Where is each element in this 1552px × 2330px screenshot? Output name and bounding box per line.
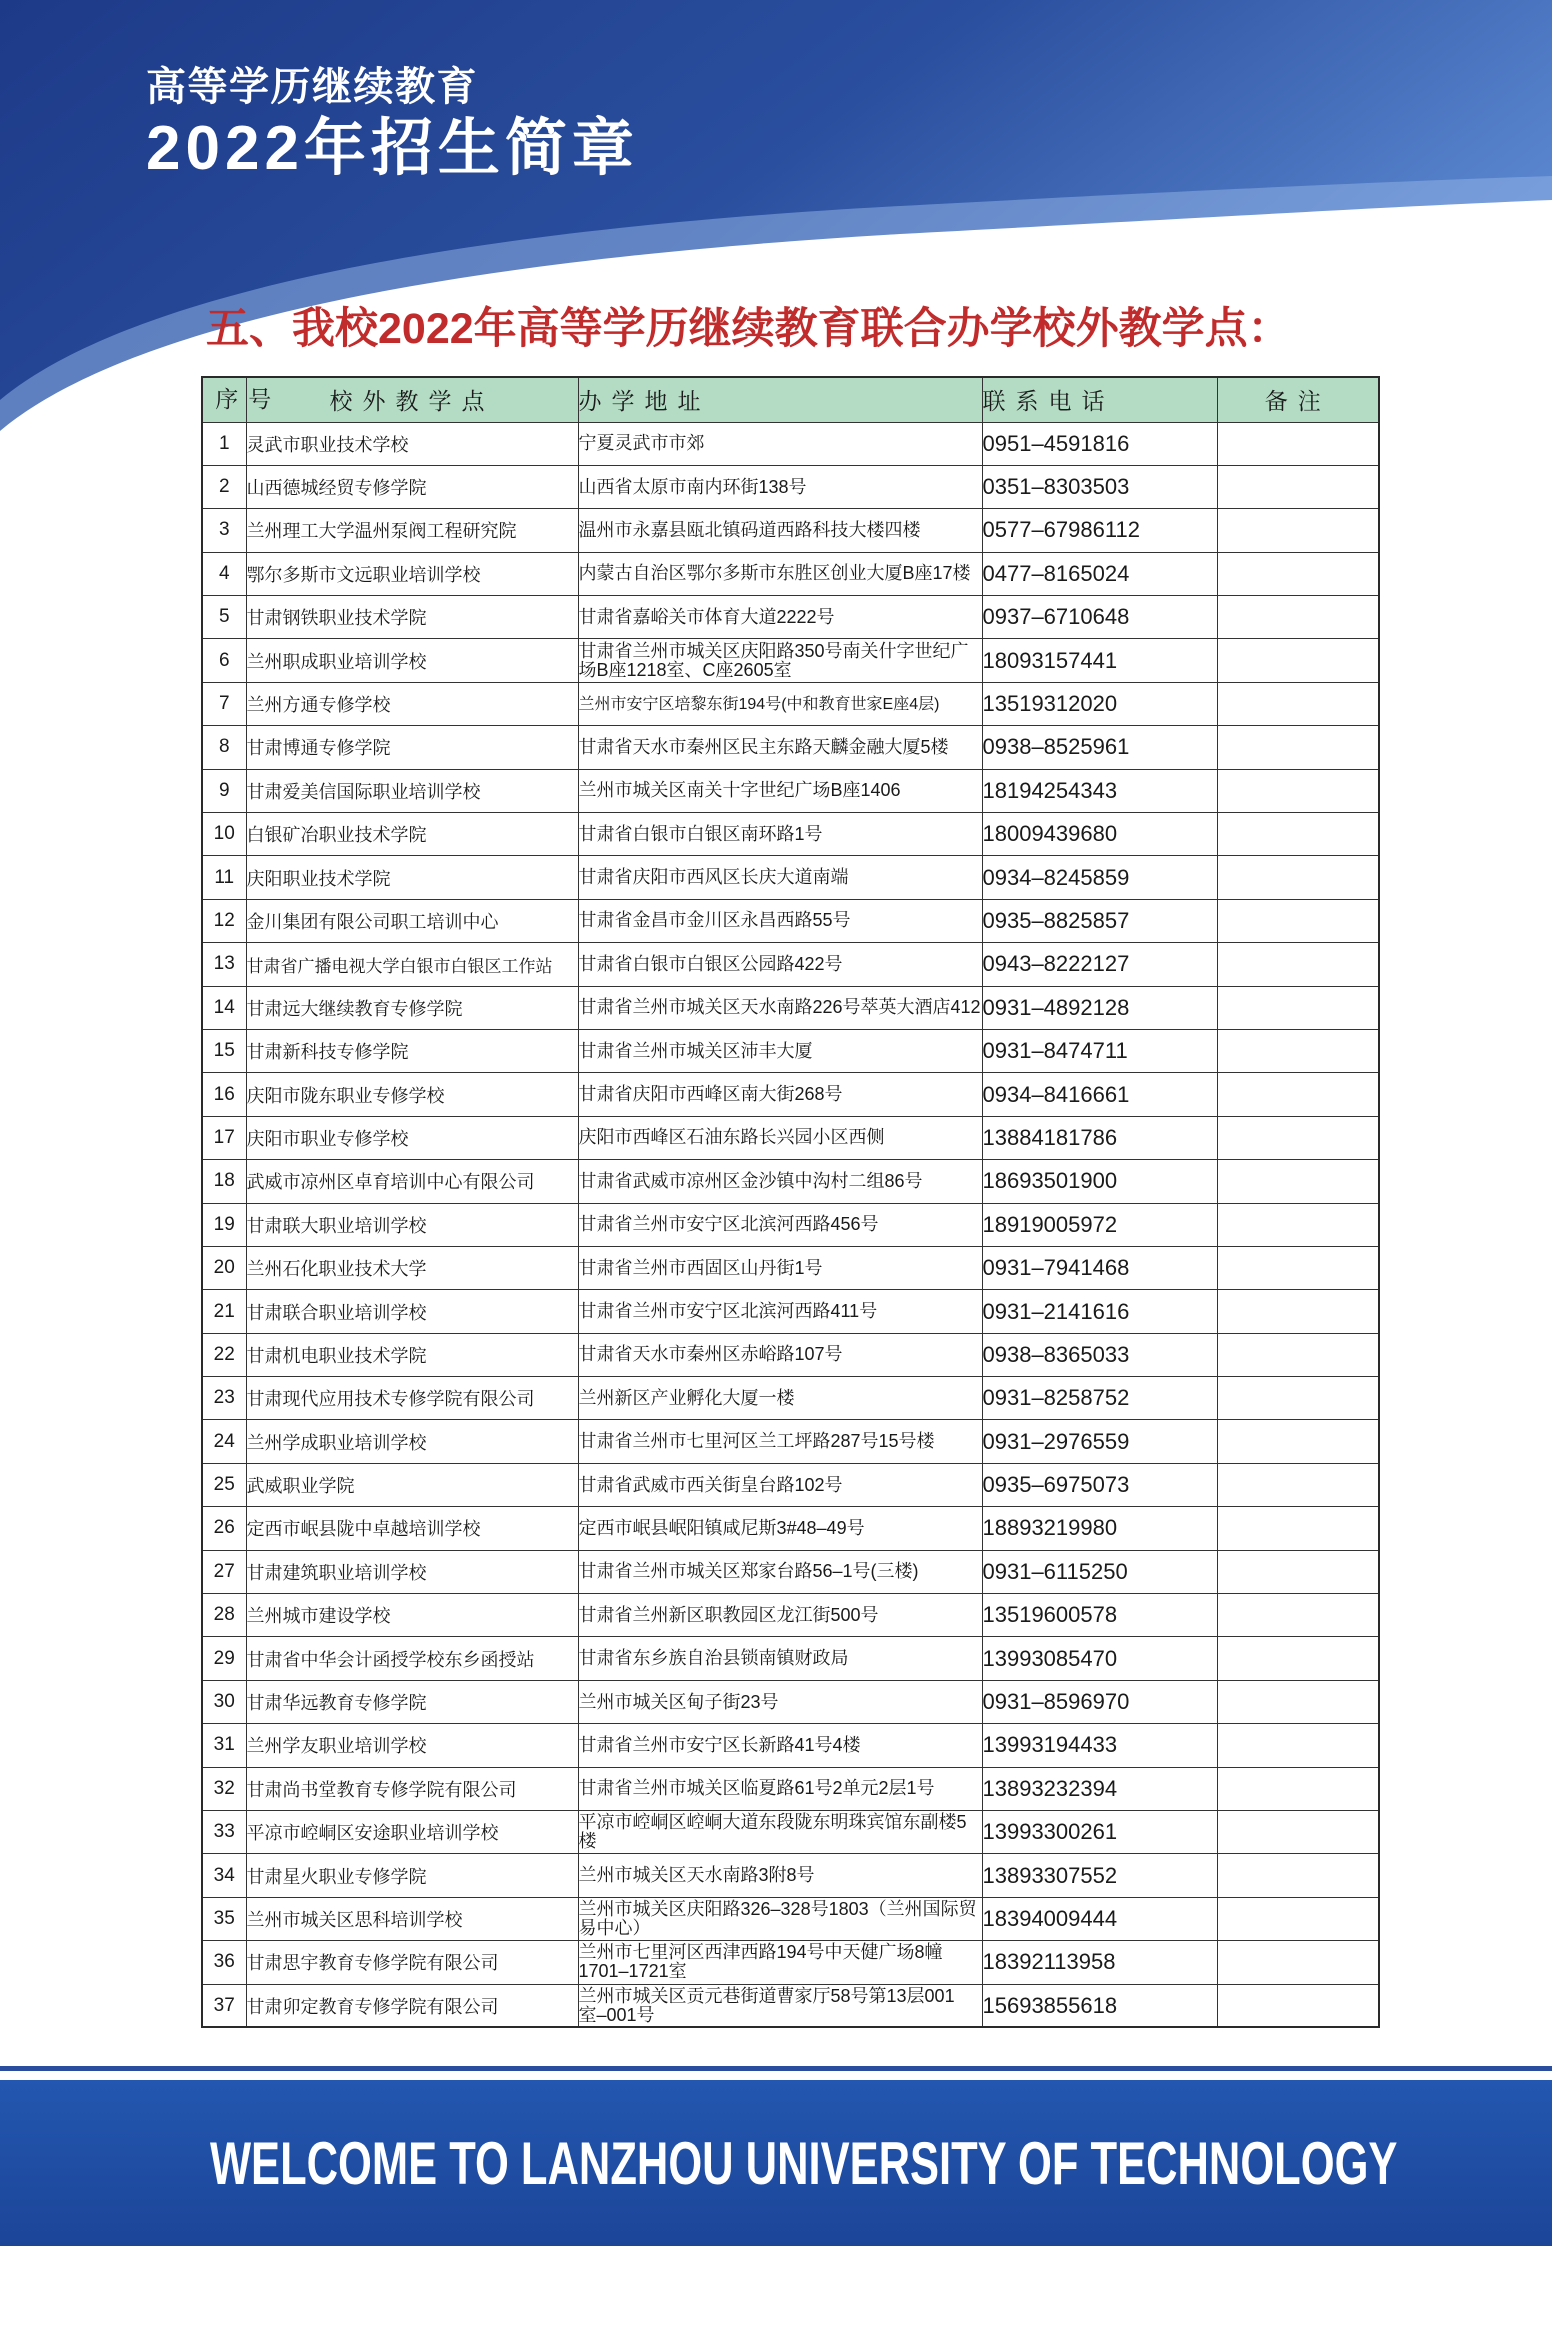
cell-index: 7	[202, 682, 246, 725]
cell-index: 19	[202, 1203, 246, 1246]
cell-index: 10	[202, 813, 246, 856]
table-row	[202, 1897, 1379, 1940]
cell-address: 甘肃省武威市凉州区金沙镇中沟村二组86号	[578, 1160, 982, 1203]
cell-index: 12	[202, 899, 246, 942]
table-row	[202, 813, 1379, 856]
table-row	[202, 986, 1379, 1029]
cell-index: 23	[202, 1377, 246, 1420]
cell-index: 11	[202, 856, 246, 899]
cell-phone: 15693855618	[982, 1984, 1217, 2027]
section-heading: 五、我校2022年高等学历继续教育联合办学校外教学点：	[206, 305, 1291, 353]
cell-site-name: 甘肃联大职业培训学校	[246, 1203, 578, 1246]
cell-remark	[1217, 1984, 1379, 2027]
cell-remark	[1217, 813, 1379, 856]
cell-remark	[1217, 1116, 1379, 1159]
cell-index: 25	[202, 1463, 246, 1506]
cell-site-name: 甘肃联合职业培训学校	[246, 1290, 578, 1333]
cell-phone: 0938–8365033	[982, 1333, 1217, 1376]
cell-address: 平凉市崆峒区崆峒大道东段陇东明珠宾馆东副楼5楼	[578, 1811, 982, 1854]
cell-site-name: 兰州学友职业培训学校	[246, 1724, 578, 1767]
table-row	[202, 509, 1379, 552]
cell-phone: 18693501900	[982, 1160, 1217, 1203]
cell-site-name: 甘肃省广播电视大学白银市白银区工作站	[246, 943, 578, 986]
cell-index: 30	[202, 1680, 246, 1723]
cell-address: 甘肃省兰州市城关区郑家台路56–1号(三楼)	[578, 1550, 982, 1593]
table-row	[202, 1941, 1379, 1984]
table-row	[202, 943, 1379, 986]
cell-address: 甘肃省庆阳市西峰区南大街268号	[578, 1073, 982, 1116]
cell-address: 甘肃省白银市白银区南环路1号	[578, 813, 982, 856]
cell-phone: 0934–8416661	[982, 1073, 1217, 1116]
cell-site-name: 甘肃新科技专修学院	[246, 1029, 578, 1072]
cell-address: 兰州市城关区贡元巷街道曹家厅58号第13层001室–001号	[578, 1984, 982, 2027]
cell-index: 5	[202, 596, 246, 639]
cell-phone: 18893219980	[982, 1507, 1217, 1550]
cell-index: 35	[202, 1897, 246, 1940]
cell-site-name: 甘肃机电职业技术学院	[246, 1333, 578, 1376]
table-header-row	[202, 377, 1379, 422]
cell-phone: 18392113958	[982, 1941, 1217, 1984]
table-row	[202, 1724, 1379, 1767]
cell-phone: 18093157441	[982, 639, 1217, 682]
cell-site-name: 武威职业学院	[246, 1463, 578, 1506]
cell-address: 甘肃省东乡族自治县锁南镇财政局	[578, 1637, 982, 1680]
cell-remark	[1217, 1854, 1379, 1897]
table-row	[202, 1160, 1379, 1203]
cell-index: 6	[202, 639, 246, 682]
header-cell-site: 校外教学点	[246, 377, 578, 422]
cell-index: 9	[202, 769, 246, 812]
header-title: 2022年招生简章	[146, 114, 639, 183]
cell-site-name: 甘肃建筑职业培训学校	[246, 1550, 578, 1593]
cell-phone: 13893232394	[982, 1767, 1217, 1810]
cell-address: 甘肃省武威市西关街皇台路102号	[578, 1463, 982, 1506]
cell-phone: 13993300261	[982, 1811, 1217, 1854]
cell-site-name: 白银矿冶职业技术学院	[246, 813, 578, 856]
cell-remark	[1217, 1507, 1379, 1550]
cell-site-name: 平凉市崆峒区安途职业培训学校	[246, 1811, 578, 1854]
cell-site-name: 甘肃星火职业专修学院	[246, 1854, 578, 1897]
table-row	[202, 1550, 1379, 1593]
cell-remark	[1217, 1897, 1379, 1940]
cell-index: 4	[202, 552, 246, 595]
cell-phone: 13893307552	[982, 1854, 1217, 1897]
cell-site-name: 兰州方通专修学校	[246, 682, 578, 725]
cell-address: 兰州新区产业孵化大厦一楼	[578, 1377, 982, 1420]
cell-phone: 0937–6710648	[982, 596, 1217, 639]
cell-index: 22	[202, 1333, 246, 1376]
cell-remark	[1217, 1160, 1379, 1203]
table-row	[202, 1029, 1379, 1072]
table-row	[202, 1420, 1379, 1463]
cell-address: 甘肃省兰州市七里河区兰工坪路287号15号楼	[578, 1420, 982, 1463]
cell-phone: 0931–8596970	[982, 1680, 1217, 1723]
cell-index: 32	[202, 1767, 246, 1810]
table-row	[202, 1594, 1379, 1637]
cell-address: 甘肃省天水市秦州区赤峪路107号	[578, 1333, 982, 1376]
cell-remark	[1217, 596, 1379, 639]
cell-phone: 0931–8474711	[982, 1029, 1217, 1072]
table-row	[202, 1507, 1379, 1550]
table-row	[202, 1767, 1379, 1810]
table-row	[202, 1637, 1379, 1680]
cell-phone: 0943–8222127	[982, 943, 1217, 986]
cell-remark	[1217, 1073, 1379, 1116]
cell-index: 31	[202, 1724, 246, 1767]
cell-address: 甘肃省兰州新区职教园区龙江街500号	[578, 1594, 982, 1637]
table-row	[202, 552, 1379, 595]
cell-remark	[1217, 1637, 1379, 1680]
cell-address: 甘肃省兰州市城关区庆阳路350号南关什字世纪广场B座1218室、C座2605室	[578, 639, 982, 682]
cell-index: 15	[202, 1029, 246, 1072]
cell-index: 17	[202, 1116, 246, 1159]
cell-address: 山西省太原市南内环街138号	[578, 465, 982, 508]
cell-site-name: 甘肃现代应用技术专修学院有限公司	[246, 1377, 578, 1420]
footer-divider-line	[0, 2066, 1552, 2071]
cell-phone: 0934–8245859	[982, 856, 1217, 899]
table-row	[202, 1984, 1379, 2027]
cell-site-name: 甘肃博通专修学院	[246, 726, 578, 769]
cell-address: 甘肃省兰州市城关区天水南路226号萃英大酒店412	[578, 986, 982, 1029]
table-row	[202, 1116, 1379, 1159]
table-row	[202, 1246, 1379, 1289]
table-row	[202, 639, 1379, 682]
cell-site-name: 兰州学成职业培训学校	[246, 1420, 578, 1463]
table-row	[202, 899, 1379, 942]
table-row	[202, 1811, 1379, 1854]
cell-address: 甘肃省金昌市金川区永昌西路55号	[578, 899, 982, 942]
cell-phone: 18009439680	[982, 813, 1217, 856]
cell-phone: 0938–8525961	[982, 726, 1217, 769]
cell-remark	[1217, 856, 1379, 899]
table-row	[202, 726, 1379, 769]
cell-remark	[1217, 1463, 1379, 1506]
partner-sites-table	[201, 376, 1380, 2028]
cell-site-name: 甘肃卯定教育专修学院有限公司	[246, 1984, 578, 2027]
cell-site-name: 甘肃爱美信国际职业培训学校	[246, 769, 578, 812]
cell-remark	[1217, 1420, 1379, 1463]
cell-index: 37	[202, 1984, 246, 2027]
cell-remark	[1217, 1333, 1379, 1376]
cell-index: 20	[202, 1246, 246, 1289]
cell-phone: 13519600578	[982, 1594, 1217, 1637]
header-cell-phone: 联系电话	[982, 377, 1217, 422]
cell-index: 8	[202, 726, 246, 769]
header-cell-remark: 备注	[1217, 377, 1379, 422]
cell-index: 29	[202, 1637, 246, 1680]
cell-index: 27	[202, 1550, 246, 1593]
cell-site-name: 甘肃华远教育专修学院	[246, 1680, 578, 1723]
cell-site-name: 甘肃远大继续教育专修学院	[246, 986, 578, 1029]
cell-remark	[1217, 1724, 1379, 1767]
cell-remark	[1217, 1203, 1379, 1246]
cell-index: 24	[202, 1420, 246, 1463]
cell-index: 14	[202, 986, 246, 1029]
cell-phone: 0931–2141616	[982, 1290, 1217, 1333]
cell-index: 21	[202, 1290, 246, 1333]
table-row	[202, 1854, 1379, 1897]
header-cell-index	[202, 377, 282, 422]
cell-site-name: 山西德城经贸专修学院	[246, 465, 578, 508]
cell-phone: 0931–6115250	[982, 1550, 1217, 1593]
cell-address: 甘肃省兰州市安宁区北滨河西路411号	[578, 1290, 982, 1333]
cell-phone: 0577–67986112	[982, 509, 1217, 552]
cell-address: 兰州市城关区南关十字世纪广场B座1406	[578, 769, 982, 812]
cell-remark	[1217, 986, 1379, 1029]
table-row	[202, 1073, 1379, 1116]
cell-phone: 13993194433	[982, 1724, 1217, 1767]
table-row	[202, 682, 1379, 725]
cell-site-name: 庆阳职业技术学院	[246, 856, 578, 899]
cell-remark	[1217, 769, 1379, 812]
cell-address: 兰州市城关区天水南路3附8号	[578, 1854, 982, 1897]
cell-remark	[1217, 726, 1379, 769]
table-row	[202, 1463, 1379, 1506]
cell-address: 宁夏灵武市市郊	[578, 422, 982, 465]
cell-address: 兰州市城关区甸子街23号	[578, 1680, 982, 1723]
cell-remark	[1217, 899, 1379, 942]
cell-index: 3	[202, 509, 246, 552]
cell-address: 兰州市七里河区西津西路194号中天健广场8幢1701–1721室	[578, 1941, 982, 1984]
table-row	[202, 1333, 1379, 1376]
table-row	[202, 596, 1379, 639]
cell-site-name: 庆阳市陇东职业专修学校	[246, 1073, 578, 1116]
cell-index: 33	[202, 1811, 246, 1854]
cell-address: 甘肃省天水市秦州区民主东路天麟金融大厦5楼	[578, 726, 982, 769]
table-row	[202, 1377, 1379, 1420]
cell-remark	[1217, 1246, 1379, 1289]
cell-site-name: 甘肃省中华会计函授学校东乡函授站	[246, 1637, 578, 1680]
cell-phone: 13993085470	[982, 1637, 1217, 1680]
cell-site-name: 武威市凉州区卓育培训中心有限公司	[246, 1160, 578, 1203]
cell-phone: 13884181786	[982, 1116, 1217, 1159]
table-row	[202, 1290, 1379, 1333]
cell-phone: 13519312020	[982, 682, 1217, 725]
table-row	[202, 422, 1379, 465]
cell-phone: 18194254343	[982, 769, 1217, 812]
cell-phone: 18919005972	[982, 1203, 1217, 1246]
cell-remark	[1217, 1594, 1379, 1637]
cell-address: 甘肃省兰州市西固区山丹街1号	[578, 1246, 982, 1289]
cell-remark	[1217, 465, 1379, 508]
cell-site-name: 定西市岷县陇中卓越培训学校	[246, 1507, 578, 1550]
cell-address: 甘肃省嘉峪关市体育大道2222号	[578, 596, 982, 639]
cell-site-name: 鄂尔多斯市文远职业培训学校	[246, 552, 578, 595]
cell-remark	[1217, 1680, 1379, 1723]
cell-site-name: 甘肃尚书堂教育专修学院有限公司	[246, 1767, 578, 1810]
cell-remark	[1217, 943, 1379, 986]
cell-remark	[1217, 1811, 1379, 1854]
table-row	[202, 465, 1379, 508]
cell-site-name: 兰州市城关区思科培训学校	[246, 1897, 578, 1940]
header-label-index: 序号	[215, 386, 282, 413]
table-row	[202, 769, 1379, 812]
cell-address: 甘肃省兰州市城关区临夏路61号2单元2层1号	[578, 1767, 982, 1810]
cell-index: 28	[202, 1594, 246, 1637]
cell-phone: 0931–8258752	[982, 1377, 1217, 1420]
cell-index: 2	[202, 465, 246, 508]
table-row	[202, 1680, 1379, 1723]
cell-address: 兰州市城关区庆阳路326–328号1803（兰州国际贸易中心）	[578, 1897, 982, 1940]
header-cell-address: 办学地址	[578, 377, 982, 422]
cell-address: 甘肃省白银市白银区公园路422号	[578, 943, 982, 986]
cell-site-name: 甘肃钢铁职业技术学院	[246, 596, 578, 639]
footer-slogan: WELCOME TO LANZHOU UNIVERSITY OF TECHNOLOGY	[210, 2130, 1398, 2197]
cell-remark	[1217, 1550, 1379, 1593]
cell-phone: 0931–2976559	[982, 1420, 1217, 1463]
cell-phone: 0931–7941468	[982, 1246, 1217, 1289]
cell-address: 定西市岷县岷阳镇咸尼斯3#48–49号	[578, 1507, 982, 1550]
cell-address: 庆阳市西峰区石油东路长兴园小区西侧	[578, 1116, 982, 1159]
cell-address: 甘肃省庆阳市西风区长庆大道南端	[578, 856, 982, 899]
cell-remark	[1217, 509, 1379, 552]
cell-address: 甘肃省兰州市城关区沛丰大厦	[578, 1029, 982, 1072]
table-body	[202, 422, 1379, 2027]
table-row	[202, 856, 1379, 899]
cell-index: 36	[202, 1941, 246, 1984]
cell-address: 甘肃省兰州市安宁区北滨河西路456号	[578, 1203, 982, 1246]
table-row	[202, 1203, 1379, 1246]
cell-site-name: 甘肃思宇教育专修学院有限公司	[246, 1941, 578, 1984]
cell-index: 13	[202, 943, 246, 986]
cell-index: 18	[202, 1160, 246, 1203]
cell-site-name: 灵武市职业技术学校	[246, 422, 578, 465]
cell-site-name: 兰州职成职业培训学校	[246, 639, 578, 682]
cell-address: 内蒙古自治区鄂尔多斯市东胜区创业大厦B座17楼	[578, 552, 982, 595]
cell-site-name: 庆阳市职业专修学校	[246, 1116, 578, 1159]
cell-remark	[1217, 1941, 1379, 1984]
cell-remark	[1217, 552, 1379, 595]
cell-phone: 0477–8165024	[982, 552, 1217, 595]
cell-phone: 0951–4591816	[982, 422, 1217, 465]
cell-phone: 0351–8303503	[982, 465, 1217, 508]
cell-phone: 0935–6975073	[982, 1463, 1217, 1506]
header-subtitle: 高等学历继续教育	[146, 65, 478, 109]
cell-remark	[1217, 1290, 1379, 1333]
cell-remark	[1217, 682, 1379, 725]
cell-site-name: 兰州理工大学温州泵阀工程研究院	[246, 509, 578, 552]
cell-address: 温州市永嘉县瓯北镇码道西路科技大楼四楼	[578, 509, 982, 552]
cell-remark	[1217, 1767, 1379, 1810]
cell-site-name: 兰州城市建设学校	[246, 1594, 578, 1637]
cell-phone: 0935–8825857	[982, 899, 1217, 942]
cell-index: 34	[202, 1854, 246, 1897]
cell-index: 26	[202, 1507, 246, 1550]
cell-phone: 0931–4892128	[982, 986, 1217, 1029]
cell-remark	[1217, 1029, 1379, 1072]
cell-address: 甘肃省兰州市安宁区长新路41号4楼	[578, 1724, 982, 1767]
cell-remark	[1217, 422, 1379, 465]
cell-remark	[1217, 1377, 1379, 1420]
cell-site-name: 金川集团有限公司职工培训中心	[246, 899, 578, 942]
cell-remark	[1217, 639, 1379, 682]
cell-index: 1	[202, 422, 246, 465]
cell-index: 16	[202, 1073, 246, 1116]
cell-site-name: 兰州石化职业技术大学	[246, 1246, 578, 1289]
cell-phone: 18394009444	[982, 1897, 1217, 1940]
cell-address: 兰州市安宁区培黎东街194号(中和教育世家E座4层)	[578, 682, 982, 725]
